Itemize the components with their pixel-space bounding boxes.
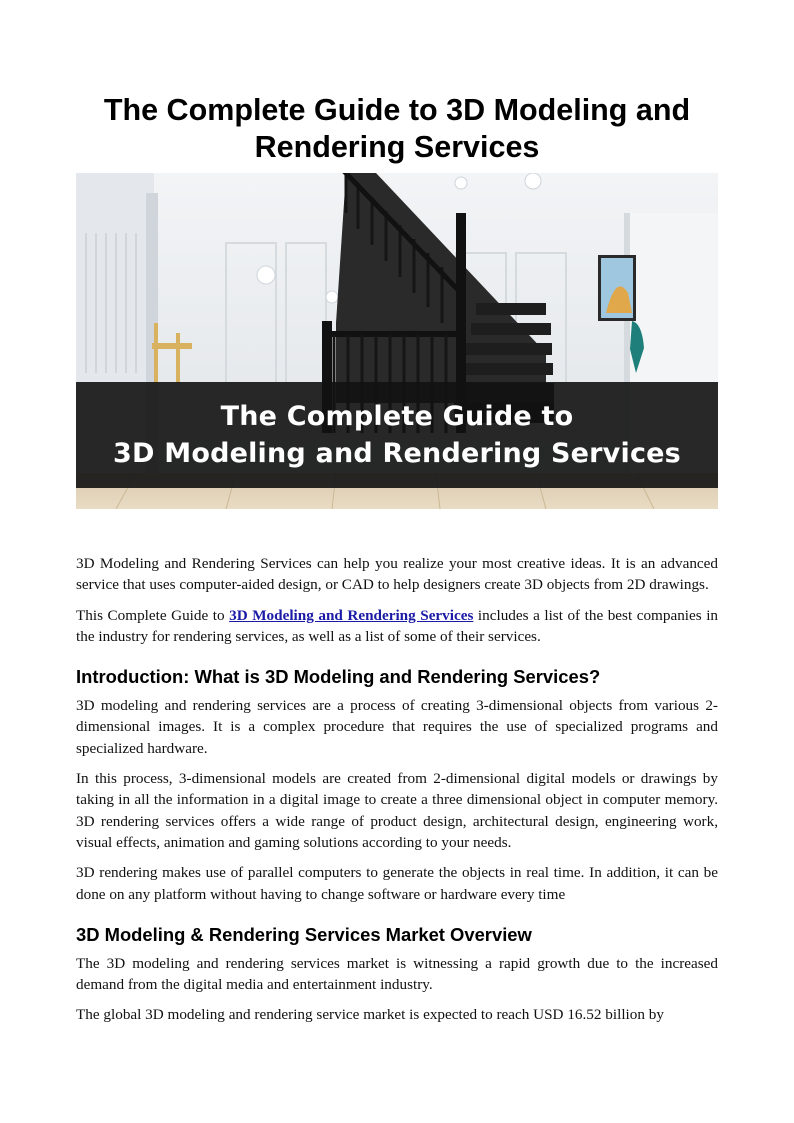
section1-paragraph-2: In this process, 3-dimensional models are created from 2-dimensional digital models or drawings by taking in all the information in a digital image to create a three dimensional object in computer memory. 3D rendering services offers a wide range of product design, architectural design, engineering work, visual effects, animation and gaming solutions according to your needs. [76,770,718,851]
document-body [76,553,718,1035]
section1-paragraph-1: 3D modeling and rendering services are a process of creating 3-dimensional objects from various 2-dimensional images. It is a complex procedure that requires the use of specialized programs and specialized hardware. [76,697,718,757]
hero-banner-line-2: 3D Modeling and Rendering Services [113,438,681,469]
section2-paragraph-2: The global 3D modeling and rendering service market is expected to reach USD 16.52 billion by [76,1006,664,1024]
services-link[interactable]: 3D Modeling and Rendering Services [229,606,474,624]
section2-paragraph-1: The 3D modeling and rendering services market is witnessing a rapid growth due to the increased demand from the digital media and entertainment industry. [76,954,718,994]
intro-paragraph-1: 3D Modeling and Rendering Services can help you realize your most creative ideas. It is an advanced service that uses computer-aided design, or CAD to help designers create 3D objects from 2D drawings. [76,555,718,594]
hero-banner-line-1: The Complete Guide to [220,401,574,432]
document-title: The Complete Guide to 3D Modeling and Rendering Services [103,93,691,164]
section-heading-introduction: Introduction: What is 3D Modeling and Rendering Services? [76,666,601,688]
hero-image [76,173,718,509]
section-heading-market-overview: 3D Modeling & Rendering Services Market Overview [76,923,532,945]
section1-paragraph-3: 3D rendering makes use of parallel computers to generate the objects in real time. In addition, it can be done on any platform without having to change software or hardware every time [76,864,718,903]
hero-banner [76,382,718,488]
intro-text-after-link: includes a list of the best companies in the industry for rendering services, as well as a list of some of their services. [76,606,719,645]
intro-text-before-link: This Complete Guide to [76,606,230,624]
intro-paragraph-2 [76,605,718,648]
